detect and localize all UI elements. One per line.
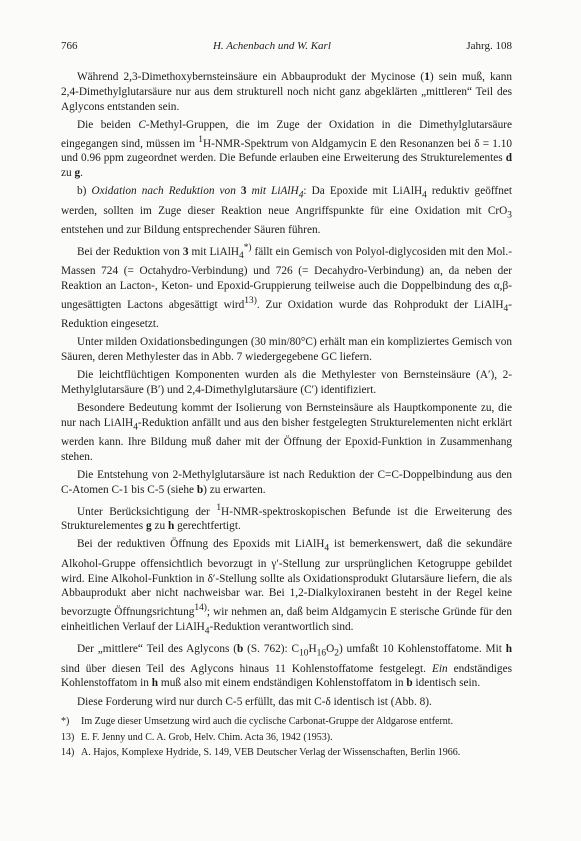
paragraph: Besondere Bedeutung kommt der Isolierung von Bernsteinsäure als Hauptkomponente zu, die nur nach LiAlH$_4$-Reduktion anfällt und aus den bisher festgelegten Strukturelementen nicht erklärt werden kann. Ihre Bildung muß daher mit der Öffnung der Epoxid-Funktion in Zusammenhang stehen. bbox=[61, 401, 512, 463]
paragraph: Bei der reduktiven Öffnung des Epoxids mit LiAlH$_4$ ist bemerkenswert, daß die sekundäre Alkohol-Gruppe offensichtlich bevorzugt in γ′-Stellung zur ursprünglichen Ketogruppe gebildet wird. Eine Alkohol-Funktion in δ′-Stellung sollte als Oxidationsprodukt Glutarsäure liefern, die als Abbauprodukt aber nicht nachweisbar war. Bei 1,2-Dialkyloxiranen besteht in der Regel keine bevorzugte Öffnungsrichtung$^{14)}$; wir nehmen an, daß beim Aldgamycin E sterische Gründe für den einheitlichen Verlauf der LiAlH$_4$-Reduktion verantwortlich sind. bbox=[61, 538, 513, 637]
page-header bbox=[61, 40, 512, 52]
paragraph: Während 2,3-Dimethoxybernsteinsäure ein Abbauprodukt der Mycinose (1) sein muß, kann 2,4-Dimethylglutarsäure nur aus dem strukturell noch nicht ganz abgeklärten „mittleren“ Teil des Aglycons entstanden sein. bbox=[61, 71, 512, 113]
footnotes bbox=[61, 716, 512, 763]
footnote bbox=[61, 747, 512, 760]
article-body bbox=[61, 70, 512, 713]
paragraph: Unter milden Oxidationsbedingungen (30 min/80°C) erhält man ein kompliziertes Gemisch von Säuren, deren Methylester das in Abb. 7 wiedergegebene GC liefern. bbox=[61, 335, 512, 363]
journal-reference: Jahrg. 108 bbox=[466, 40, 512, 52]
footnote-text: A. Hajos, Komplexe Hydride, S. 149, VEB Deutscher Verlag der Wissenschaften, Berlin 1966. bbox=[81, 747, 461, 759]
footnote bbox=[61, 716, 512, 729]
paragraph: Bei der Reduktion von 3 mit LiAlH$_4$*) fällt ein Gemisch von Polyol-diglycosiden mit den Mol.-Massen 724 (= Octahydro-Verbindung) und 726 (= Decahydro-Verbindung) an, da neben der Reaktion an Lacton-, Keton- und Epoxid-Gruppierung teilweise auch die Doppelbindung des α,β-ungesättigten Lactons abgesättigt wird$^{13)}$. Zur Oxidation wurde das Rohprodukt der LiAlH$_4$-Reduktion eingesetzt. bbox=[61, 242, 512, 330]
footnote-marker: 14) bbox=[61, 747, 75, 759]
footnote-marker: *) bbox=[61, 716, 70, 727]
footnote-text: Im Zuge dieser Umsetzung wird auch die cyclische Carbonat-Gruppe der Aldgarose entfernt. bbox=[81, 716, 454, 727]
paragraph: Die beiden C-Methyl-Gruppen, die im Zuge der Oxidation in die Dimethylglutarsäure eingegangen sind, müssen im $^1$H-NMR-Spektrum von Aldgamycin E den Resonanzen bei δ = 1.10 und 0.96 ppm zugeordnet werden. Die Befunde erlauben eine Erweiterung des Strukturelementes d zu g. bbox=[61, 118, 513, 180]
footnote-text: E. F. Jenny und C. A. Grob, Helv. Chim. Acta 36, 1942 (1953). bbox=[81, 731, 333, 743]
footnote-marker: 13) bbox=[61, 731, 75, 743]
paragraph: Diese Forderung wird nur durch C-5 erfüllt, das mit C-δ identisch ist (Abb. 8). bbox=[77, 695, 432, 708]
paragraph: Die Entstehung von 2-Methylglutarsäure ist nach Reduktion der C=C-Doppelbindung aus den C-Atomen C-1 bis C-5 (siehe b) zu erwarten. bbox=[61, 468, 512, 496]
paragraph: Der „mittlere“ Teil des Aglycons (b (S. 762): $C_{10}H_{16}O_2$) umfaßt 10 Kohlenstoffatome. Mit h sind über diesen Teil des Aglycons hinaus 11 Kohlenstoffatome festgelegt. Ein endständiges Kohlenstoffatom in h muß also mit einem endständigen Kohlenstoffatom in b identisch sein. bbox=[61, 643, 512, 690]
paragraph: Unter Berücksichtigung der $^1$H-NMR-spektroskopischen Befunde ist die Erweiterung des Strukturelementes g zu h gerechtfertigt. bbox=[61, 502, 513, 533]
running-title: H. Achenbach und W. Karl bbox=[212, 40, 331, 52]
paragraph: Die leichtflüchtigen Komponenten wurden als die Methylester von Bernsteinsäure (A′), 2-Methylglutarsäure (B′) und 2,4-Dimethylglutarsäure (C′) identifiziert. bbox=[61, 368, 512, 396]
page-number: 766 bbox=[61, 40, 78, 52]
footnote bbox=[61, 732, 512, 745]
paragraph: b) Oxidation nach Reduktion von 3 mit LiAlH$_4$: Da Epoxide mit LiAlH$_4$ reduktiv geöffnet werden, sollten im Zuge dieser Reaktion neue Angriffspunkte für eine Oxidation mit CrO$_3$ entstehen und zur Bildung entsprechender Säuren führen. bbox=[61, 185, 512, 236]
